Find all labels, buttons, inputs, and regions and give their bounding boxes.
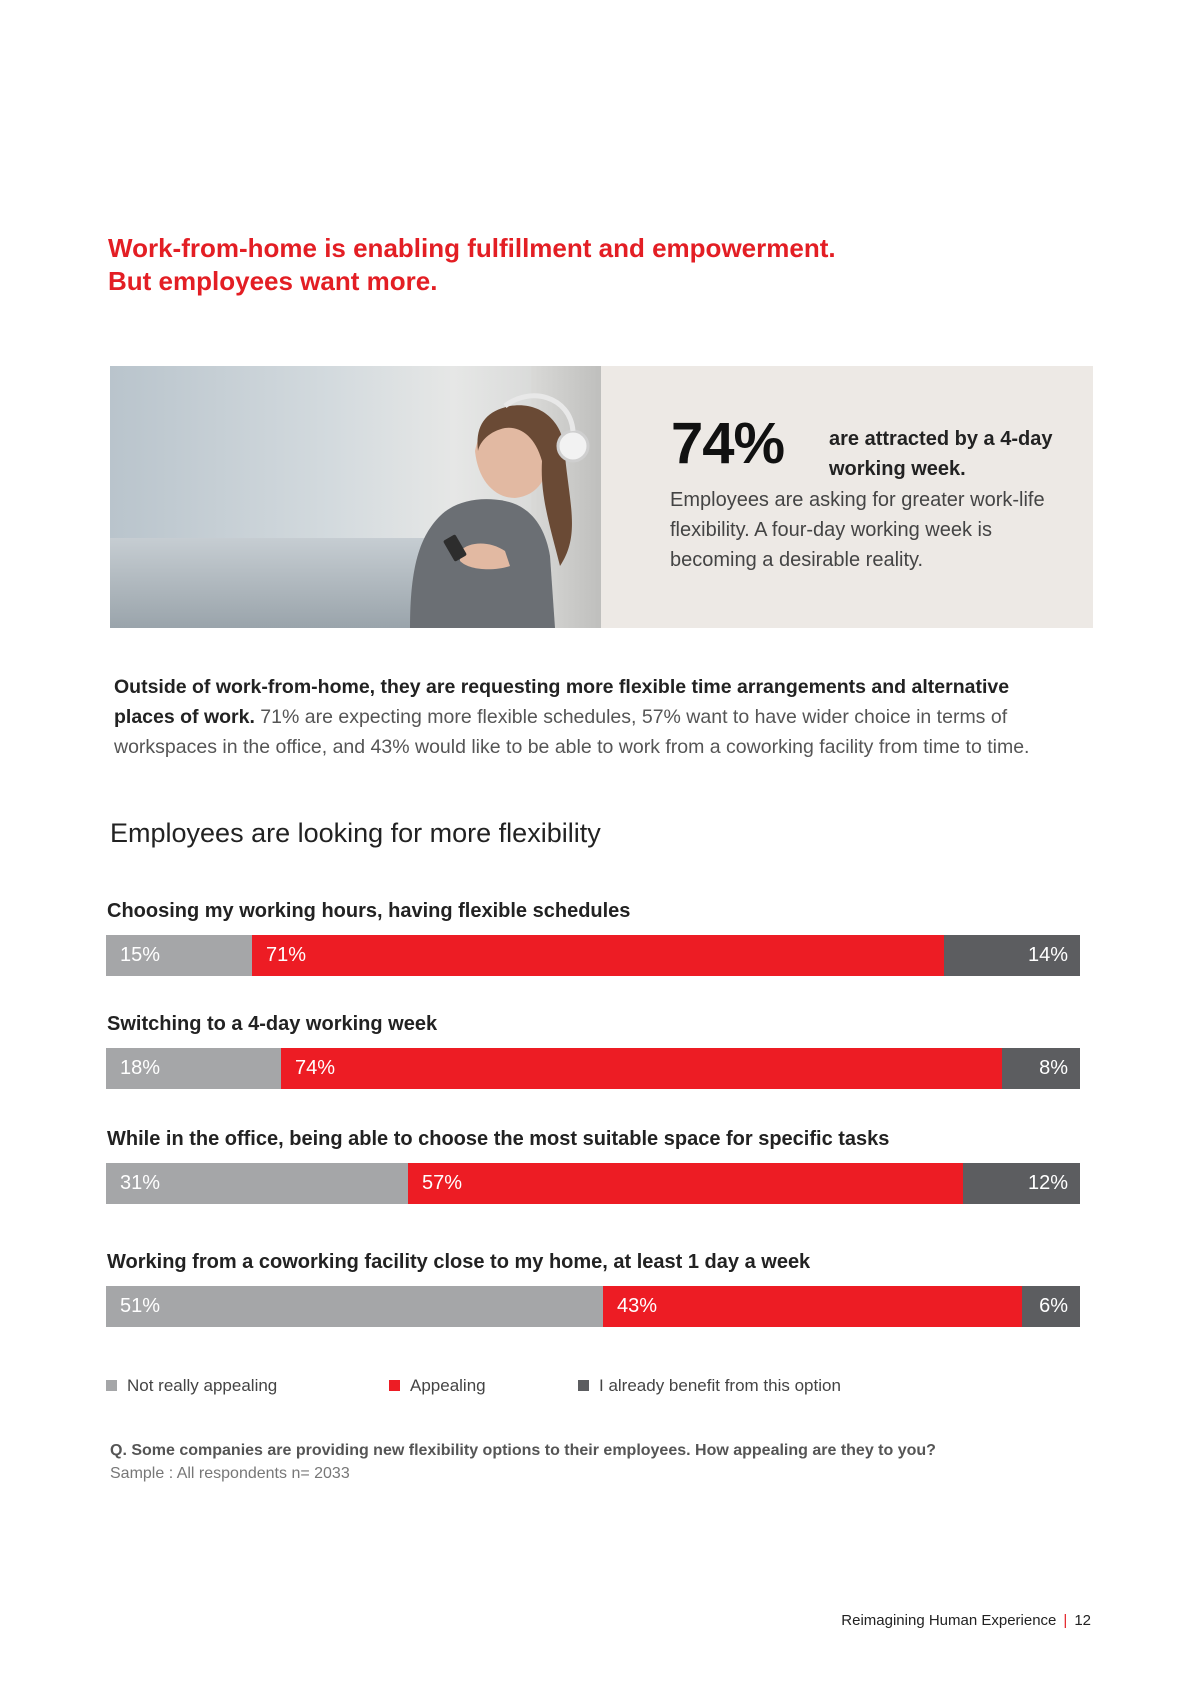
person-illustration <box>110 366 601 628</box>
legend-label-1: Not really appealing <box>127 1376 278 1395</box>
woman-with-headphones-photo <box>110 366 601 628</box>
bar-label-4: Working from a coworking facility close to my home, at least 1 day a week <box>107 1251 811 1273</box>
bar-row-3 <box>106 1163 1080 1204</box>
footer-title: Reimagining Human Experience <box>841 1612 1057 1629</box>
chart-title: Employees are looking for more flexibility <box>110 818 601 848</box>
bar-4-appealing: 43% <box>603 1286 1022 1327</box>
stat-value: 74% <box>671 411 785 476</box>
legend-already-benefit <box>578 1376 841 1396</box>
bar-1-appealing: 71% <box>252 935 944 976</box>
legend-label-3: I already benefit from this option <box>599 1376 841 1395</box>
bar-row-4 <box>106 1286 1080 1327</box>
page-headline <box>108 232 1008 298</box>
stat-description: Employees are asking for greater work-life flexibility. A four-day working week is becoming a desirable reality. <box>670 489 1045 571</box>
sample-size: Sample : All respondents n= 2033 <box>110 1465 350 1482</box>
page-number: 12 <box>1074 1612 1091 1629</box>
legend-swatch-red <box>389 1380 400 1391</box>
bar-3-not-appealing: 31% <box>106 1163 408 1204</box>
legend-swatch-grey <box>106 1380 117 1391</box>
bar-2-already-benefit: 8% <box>1002 1048 1080 1089</box>
bar-2-not-appealing: 18% <box>106 1048 281 1089</box>
bar-3-appealing: 57% <box>408 1163 963 1204</box>
page-footer <box>841 1612 1091 1629</box>
bar-1-not-appealing: 15% <box>106 935 252 976</box>
intro-paragraph-text: 71% are expecting more flexible schedules, 57% want to have wider choice in terms of workspaces in the office, and 43% would like to be able to work from a coworking facility from time to time. <box>114 706 1030 758</box>
bar-label-3: While in the office, being able to choose the most suitable space for specific tasks <box>107 1128 890 1150</box>
bar-2-appealing: 74% <box>281 1048 1002 1089</box>
bar-row-2 <box>106 1048 1080 1089</box>
headline-line-2: But employees want more. <box>108 266 438 296</box>
legend-appealing <box>389 1376 486 1396</box>
bar-row-1 <box>106 935 1080 976</box>
legend-label-2: Appealing <box>410 1376 486 1395</box>
legend-not-appealing <box>106 1376 277 1396</box>
survey-question: Q. Some companies are providing new flexibility options to their employees. How appealing are they to you? <box>110 1442 936 1459</box>
intro-paragraph <box>114 672 1074 762</box>
bar-label-2: Switching to a 4-day working week <box>107 1013 438 1035</box>
headline-line-1: Work-from-home is enabling fulfillment and empowerment. <box>108 233 836 263</box>
intro-paragraph-bold: Outside of work-from-home, they are requesting more flexible time arrangements and alternative places of work. <box>114 676 1010 728</box>
stat-heading: are attracted by a 4-day working week. <box>829 428 1053 480</box>
bar-4-not-appealing: 51% <box>106 1286 603 1327</box>
bar-4-already-benefit: 6% <box>1022 1286 1080 1327</box>
bar-label-1: Choosing my working hours, having flexible schedules <box>107 900 631 922</box>
legend-swatch-dark <box>578 1380 589 1391</box>
bar-1-already-benefit: 14% <box>944 935 1080 976</box>
bar-3-already-benefit: 12% <box>963 1163 1080 1204</box>
footer-separator: | <box>1063 1612 1068 1629</box>
